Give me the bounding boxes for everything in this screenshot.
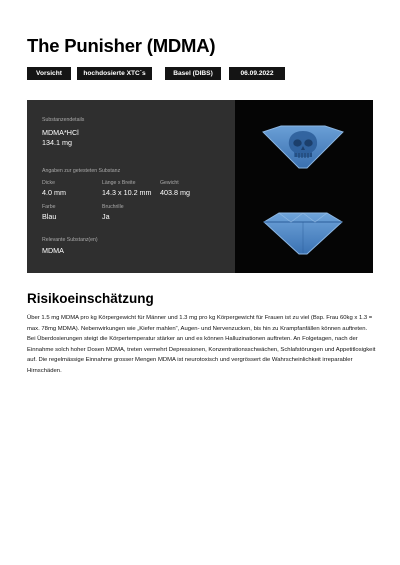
size-label: Länge x Breite <box>102 180 136 186</box>
substance-details-label: Substanzendetails <box>42 117 85 123</box>
color-value: Blau <box>42 212 57 221</box>
risk-heading: Risikoeinschätzung <box>27 291 154 306</box>
substance-name: MDMA*HCl <box>42 128 79 137</box>
pill-back-diamond-icon <box>261 210 345 256</box>
size-value: 14.3 x 10.2 mm <box>102 188 152 197</box>
score-line-value: Ja <box>102 212 110 221</box>
color-label: Farbe <box>42 204 56 210</box>
weight-value: 403.8 mg <box>160 188 190 197</box>
risk-paragraph: Über 1.5 mg MDMA pro kg Körpergewicht für Männer und 1.3 mg pro kg Körpergewicht für Frauen ist zu viel (Bsp. Frau 60kg x 1.3 = max. 78mg MDMA). Nebenwirkungen wie „Kiefer mahlen“, Augen- und Nervenzucken, bis hin zu Krampfanfällen können auftreten. Bei Überdosierungen steigt die Körpertemperatur stärker an und es können Halluzinationen auftreten. An Folgetagen, nach der Einnahme solch hoher Dosen MDMA, treten vermehrt Depressionen, Konzentrationsschwächen, Schlafstörungen und Appetitlosigkeit auf. Die regelmässige Einnahme grosser Mengen MDMA ist neurotoxisch und vergrössert die Wahrscheinlichkeit irreparabler Hirnschäden. <box>27 315 376 374</box>
thickness-label: Dicke <box>42 180 55 186</box>
substance-amount: 134.1 mg <box>42 138 72 147</box>
tag-high-dose: hochdosierte XTC´s <box>77 67 152 80</box>
tag-date: 06.09.2022 <box>229 67 285 80</box>
tag-warning: Vorsicht <box>27 67 71 80</box>
relevant-substance-label: Relevante Substanz(en) <box>42 237 98 243</box>
tag-location: Basel (DIBS) <box>165 67 221 80</box>
score-line-label: Bruchrille <box>102 204 124 210</box>
relevant-substance-value: MDMA <box>42 246 64 255</box>
page-title: The Punisher (MDMA) <box>27 35 216 56</box>
pill-details-card <box>27 100 373 273</box>
weight-label: Gewicht <box>160 180 179 186</box>
pill-photo <box>235 100 373 273</box>
thickness-value: 4.0 mm <box>42 188 66 197</box>
pill-front-skull-icon <box>259 124 347 170</box>
stated-substance-label: Angaben zur getesteten Substanz <box>42 168 121 174</box>
